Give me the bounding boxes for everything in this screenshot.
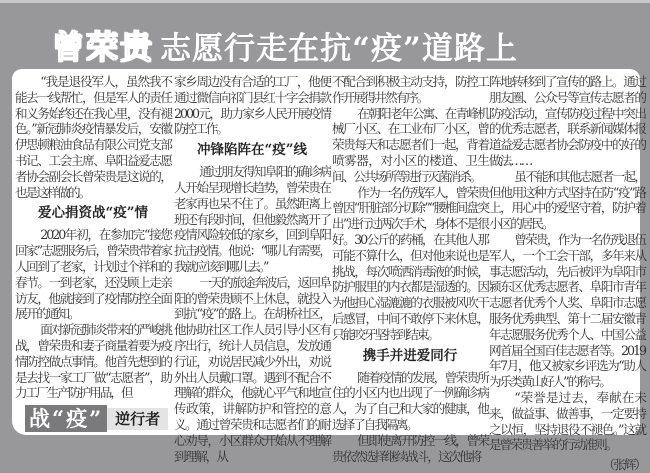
paragraph: 不配合到积极主动支持，防控工作开展得井然有序。 xyxy=(332,74,488,105)
badge-calligraphy: 战“疫” xyxy=(25,405,107,432)
section-heading: 爱心捐资战“疫”情 xyxy=(37,205,149,222)
title-name-calligraphy: 曾荣贵 xyxy=(52,28,155,66)
title-headline: 志愿行走在抗“疫”道路上 xyxy=(160,31,518,67)
top-border xyxy=(0,0,650,3)
paragraph: 一天的旅途奔波后，返回阜阳的曾荣贵顾不上休息，就投入到抗“疫”的路上。在胡桥社区，他协助社区工作人员引导小区有序出行，统计人员信息，发放通行证，劝说居民减少外出，劝说外出人员戴口罩。遇到不配合不理解的群众，他就心平气和地宣传政策，讲解防护和管控的意义。通过曾荣贵和志愿者们的耐心劝导，小区群众开始从不理解到理解，从 xyxy=(174,274,330,464)
paragraph: 在朝阳老年公寓、在青峰机械厂小区、在工业布厂小区，曾荣贵每天和志愿者们一起，背着喷雾器，对小区的楼道、卫生间、公共场所等进行灭菌消杀。 xyxy=(332,105,488,184)
badge-label: 逆行者 xyxy=(107,408,168,430)
section-heading: 冲锋陷阵在“疫”线 xyxy=(196,142,308,159)
paragraph: 作为一名伤残军人，曾荣贵曾因“肝脏部分切除”“腰椎间盘突出”进行过两次手术，身体不是很好。30公斤的药桶，在其他人那可能不算什么，但对他来说也是挑战，每次喷洒消毒液的时候，防护服里的内衣都是湿透的。因为他担心湿漉漉的衣服被风吹干后感冒，中间不敢停下来休息，只能咬牙坚持到结束。 xyxy=(332,184,488,342)
paragraph: 但即使离开防控一线，曾荣贵依然选择继续战斗，这次他将 xyxy=(332,432,488,464)
section-heading: 携手并进爱同行 xyxy=(362,347,458,364)
paragraph: 2020年初，在参加完“接您回家”志愿服务后，曾荣贵带着家人回到了老家，计划过个祥和的春节。一到老家，还没顾上走亲访友，他就接到了疫情防控全面展开的通知。 xyxy=(15,227,171,322)
paragraph: 曾荣贵，作为一名伤残退伍军人，一个工会干部，多年来从事志愿活动，先后被评为阜阳市颍东区优秀志愿者、阜阳市青年志愿者优秀个人奖、阜阳市志愿服务优秀典型、第十二届安徽青年志愿服务优秀个人、中国公益网首届全国百佳志愿者等。2019年7月，他又被家乡评选为“助人为乐类黄山好人”的称号。 xyxy=(489,231,645,390)
byline: （张辉） xyxy=(602,457,645,473)
column-4 xyxy=(489,74,645,473)
paragraph: 通过朋友得知阜阳的确诊病人开始呈现增长趋势，曾荣贵在老家再也呆不住了。虽然距离上班还有段时间，但他毅然离开了疫情风险较低的家乡，回到阜阳抗击疫情。他说：“哪儿有需要，我就应该到哪儿去。” xyxy=(174,164,330,274)
paragraph: 随着疫情的发展，曾荣贵所住的小区内也出现了一例确诊病人，为了自己和大家的健康，他选择了自我隔离。 xyxy=(332,369,488,432)
paragraph: 面对新冠肺炎带来的严峻挑战，曾荣贵和妻子商量着要为疫情防控做点事情。他首先想到的是去找一家工厂做“志愿者”，助力工厂生产防护用品，但 xyxy=(15,322,171,401)
column-3 xyxy=(332,74,488,464)
paragraph: “我是退役军人，虽然我不能去一线帮忙，但是军人的责任和义务始终还在我心里，没有褪色。”新冠肺炎疫情暴发后，安徽伊思顿粮油食品有限公司党支部书记、工会主席、阜阳益爱志愿者协会副会长曾荣贵是这说的，也是这样做的。 xyxy=(15,74,171,200)
paragraph: 阵地转移到了宣传的路上。通过朋友圈、公众号等宣传志愿者的防疫活动，宣传防疫过程中突出的优秀志愿者，联系新闻媒体报道益爱志愿者协会防疫中的好的做法…… xyxy=(489,74,645,168)
column-2 xyxy=(174,74,330,464)
paragraph: 虽不能和其他志愿者一起，但他用这种方式坚持在防“疫”路上，用心中的爱坚守着，防护着小区的居民。 xyxy=(489,168,645,232)
column-1 xyxy=(15,74,171,401)
article-title xyxy=(0,22,650,68)
paragraph: 家乡周边没有合适的工厂，他便通过微信向祁门县红十字会捐款2000元，助力家乡人民开展疫情防控工作。 xyxy=(174,74,330,137)
paragraph: “荣誉是过去，奉献在未来，做益事、做善事，一定要持之以恒，坚持退役不褪色。”这就是曾荣贵善举的行动准则。 xyxy=(489,389,645,453)
column-badge xyxy=(25,405,168,432)
